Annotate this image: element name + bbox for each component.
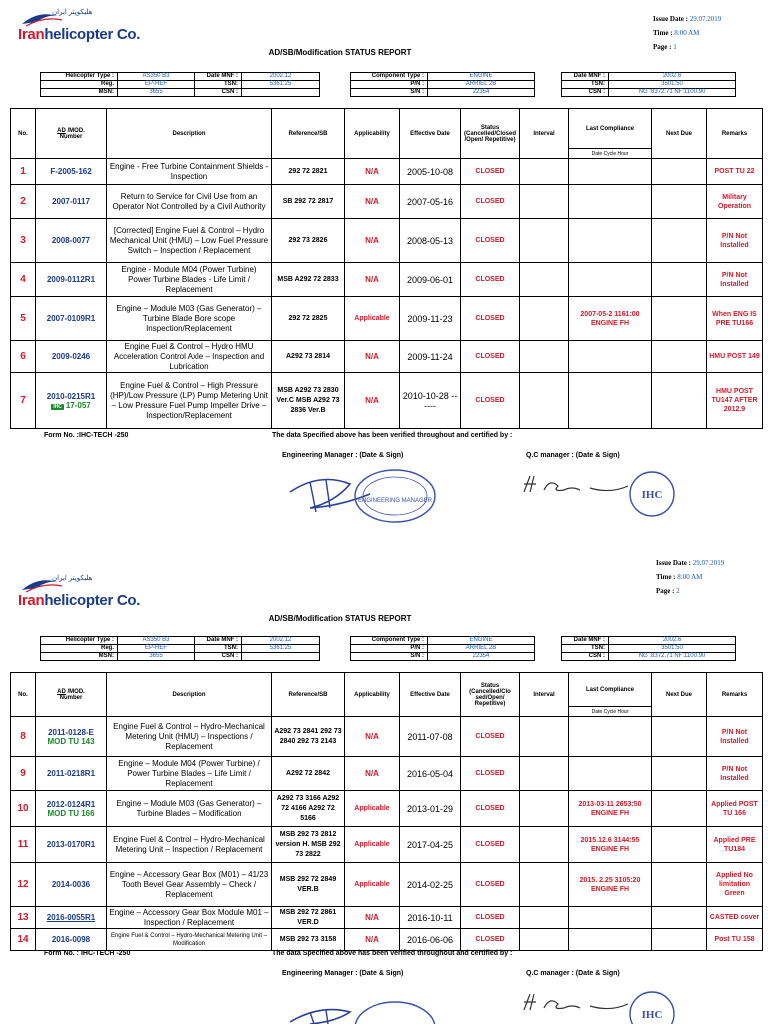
col-last-compliance-sub: Date Cycle Hour [569, 707, 652, 717]
col-status: Status (Cancelled/Closed /Open/ Repetitive) [461, 109, 520, 159]
table-row: 3 2008-0077 [Corrected] Engine Fuel & Control – Hydro Mechanical Unit (HMU) – Low Fuel Pressure Switch – Inspection / Replacement 292 73 2826 N/A 2008-05-13 CLOSED P/N Not Installed [11, 219, 763, 263]
table-row: 2 2007-0117 Return to Service for Civil Use from an Operator Not Controlled by a Civil Authority SB 292 72 2817 N/A 2007-05-16 CLOSED Military Operation [11, 185, 763, 219]
col-interval: Interval [520, 673, 569, 717]
status-table-page-1 [10, 108, 763, 429]
col-applicability: Applicability [345, 673, 400, 717]
company-logo [18, 576, 140, 609]
svg-text:ENGINEERING MANAGER: ENGINEERING MANAGER [357, 498, 433, 504]
form-number: Form No. :IHC-TECH -250 [44, 432, 129, 439]
table-row: 13 2016-0055R1 Engine – Accessory Gear Box Module M01 – Inspection / Replacement MSB 292 72 2861 VER.D N/A 2016-10-11 CLOSED CASTED cover [11, 907, 763, 929]
page-number: 2 [676, 587, 680, 595]
logo-english-text: Iranhelicopter Co. [18, 26, 141, 43]
qc-manager-label: Q.C manager : (Date & Sign) [526, 970, 620, 977]
col-no: No. [11, 673, 36, 717]
col-effective-date: Effective Date [400, 673, 461, 717]
col-ad-number: AD /MOD. Number [36, 673, 107, 717]
col-status: Status (Cancelled/Clo sed/Open/ Repetitive) [461, 673, 520, 717]
engineering-manager-label: Engineering Manager : (Date & Sign) [282, 970, 404, 977]
svg-text:IHC: IHC [641, 1009, 663, 1021]
col-next-due: Next Due [652, 673, 707, 717]
form-number: Form No. : IHC-TECH -250 [44, 950, 131, 957]
table-row: 10 2012-0124R1 MOD TU 166 Engine – Module M03 (Gas Generator) – Turbine Blades – Modification A292 73 3166 A292 72 4166 A292 72 5166 Applicable 2013-01-29 CLOSED 2013-03-11 2653:50 ENGINE FH Applied POST TU 166 [11, 791, 763, 827]
company-logo [18, 10, 140, 43]
report-title: AD/SB/Modification STATUS REPORT [268, 48, 412, 57]
table-row: 12 2014-0036 Engine – Accessory Gear Box (M01) – 41/23 Tooth Bevel Gear Assembly – Check / Replacement MSB 292 72 2849 VER.B Applicable 2014-02-25 CLOSED 2015. 2.25 3105:20 ENGINE FH Applied No limitation Green [11, 863, 763, 907]
report-page-2 [0, 550, 768, 1024]
ihc-badge-icon: IHC [53, 403, 62, 410]
col-last-compliance-sub: Date Cycle Hour [569, 149, 652, 159]
logo-persian-text: هلیکوپتر ایران [52, 9, 93, 16]
component-info-table: Component Type : ENGINE Date MNF : 2002.6 P/N : ARRIEL 2B TSN: 3501:50 S/N : 22354 CSN : NG :8372.71 NF:1100.90 [350, 72, 736, 97]
engineering-manager-signature-stamp [280, 462, 450, 530]
col-effective-date: Effective Date [400, 109, 461, 159]
logo-english-text: Iranhelicopter Co. [18, 592, 141, 609]
col-last-compliance: Last Compliance [569, 109, 652, 149]
table-row: 4 2009-0112R1 Engine - Module M04 (Power Turbine) Power Turbine Blades - Life Limit / Replacement MSB A292 72 2833 N/A 2009-06-01 CLOSED P/N Not Installed [11, 263, 763, 297]
table-row: 6 2009-0246 Engine Fuel & Control – Hydro HMU Acceleration Control Axle – Inspection and Lubrication A292 73 2814 N/A 2009-11-24 CLOSED HMU POST 149 [11, 341, 763, 373]
col-description: Description [107, 673, 272, 717]
col-applicability: Applicability [345, 109, 400, 159]
helicopter-info-table: Helicopter Type : AS350 B3 Date MNF : 2002.12 Reg. EP-HEF TSN: 5361:25 MSN: 3655 CSN : [40, 636, 320, 661]
qc-manager-signature-stamp [520, 462, 680, 524]
issue-time: 8:00 AM [677, 573, 703, 581]
table-row: 5 2007-0109R1 Engine – Module M03 (Gas Generator) – Turbine Blade Bore scope Inspection/Replacement 292 72 2825 Applicable 2009-11-23 CLOSED 2007-05-2 1161:00 ENGINE FH When ENG IS PRE TU166 [11, 297, 763, 341]
col-no: No. [11, 109, 36, 159]
component-info-table: Component Type : ENGINE Date MNF : 2002.6 P/N : ARRIEL 2B TSN: 3501:50 S/N : 22354 CSN : NG :8372.71 NF:1100.90 [350, 636, 736, 661]
table-row: 9 2011-0218R1 Engine – Module M04 (Power Turbine) / Power Turbine Blades – Life Limit / Replacement A292 72 2842 N/A 2016-05-04 CLOSED P/N Not Installed [11, 757, 763, 791]
qc-manager-label: Q.C manager : (Date & Sign) [526, 452, 620, 459]
svg-text:IHC: IHC [641, 489, 663, 501]
logo-persian-text: هلیکوپتر ایران [52, 575, 93, 582]
col-interval: Interval [520, 109, 569, 159]
page-number: 1 [673, 43, 677, 51]
table-row: 14 2016-0098 Engine Fuel & Control – Hydro-Mechanical Metering Unit – Modification MSB 292 73 3158 N/A 2016-06-06 CLOSED Post TU 158 [11, 929, 763, 951]
certification-text: The data Specified above has been verified throughout and certified by : [272, 950, 513, 957]
table-row: 7 2010-0215R1 IHC 17-057 Engine Fuel & Control – High Pressure (HP)/Low Pressure (LP) Pump Metering Unit – Low Pressure Fuel Pump Impeller Drive – Inspection/Replacement MSB A292 73 2830 Ver.C MSB A292 73 2836 Ver.B N/A 2010-10-28 ------ CLOSED HMU POST TU147 AFTER 2012.9 [11, 373, 763, 429]
report-title: AD/SB/Modification STATUS REPORT [268, 614, 412, 623]
engineering-manager-label: Engineering Manager : (Date & Sign) [282, 452, 404, 459]
table-row: 11 2013-0170R1 Engine Fuel & Control – Hydro-Mechanical Metering Unit – Inspection / Replacement MSB 292 73 2812 version H. MSB 292 73 2822 Applicable 2017-04-25 CLOSED 2015.12.6 3144:55 ENGINE FH Applied PRE TU184 [11, 827, 763, 863]
status-table-page-2 [10, 672, 763, 951]
col-ad-number: AD /MOD. Number [36, 109, 107, 159]
table-row: 8 2011-0128-E MOD TU 143 Engine Fuel & Control – Hydro-Mechanical Metering Unit (HMU) – Inspections / Replacement A292 73 2841 292 73 2840 292 73 2143 N/A 2011-07-08 CLOSED P/N Not Installed [11, 717, 763, 757]
col-last-compliance: Last Compliance [569, 673, 652, 707]
header-info: Issue Date : 29.07.2019 Time : 8:00 AM Page : 2 [656, 559, 725, 595]
header-info: Issue Date : 29.07.2019 Time : 8:00 AM Page : 1 [653, 15, 722, 51]
issue-date: 29.07.2019 [689, 15, 722, 23]
qc-manager-signature-stamp [520, 980, 680, 1024]
col-remarks: Remarks [707, 673, 763, 717]
col-description: Description [107, 109, 272, 159]
issue-time: 8:00 AM [674, 29, 700, 37]
col-next-due: Next Due [652, 109, 707, 159]
engineering-manager-signature-stamp [280, 998, 450, 1024]
col-reference: Reference/SB [272, 109, 345, 159]
col-remarks: Remarks [707, 109, 763, 159]
certification-text: The data Specified above has been verified throughout and certified by : [272, 432, 513, 439]
helicopter-info-table: Helicopter Type : AS350 B3 Date MNF : 2002.12 Reg. EP-HEF TSN: 5361:25 MSN: 3655 CSN : [40, 72, 320, 97]
issue-date: 29.07.2019 [692, 559, 725, 567]
table-row: 1 F-2005-162 Engine - Free Turbine Containment Shields - Inspection 292 72 2821 N/A 2005-10-08 CLOSED POST TU 22 [11, 159, 763, 185]
col-reference: Reference/SB [272, 673, 345, 717]
